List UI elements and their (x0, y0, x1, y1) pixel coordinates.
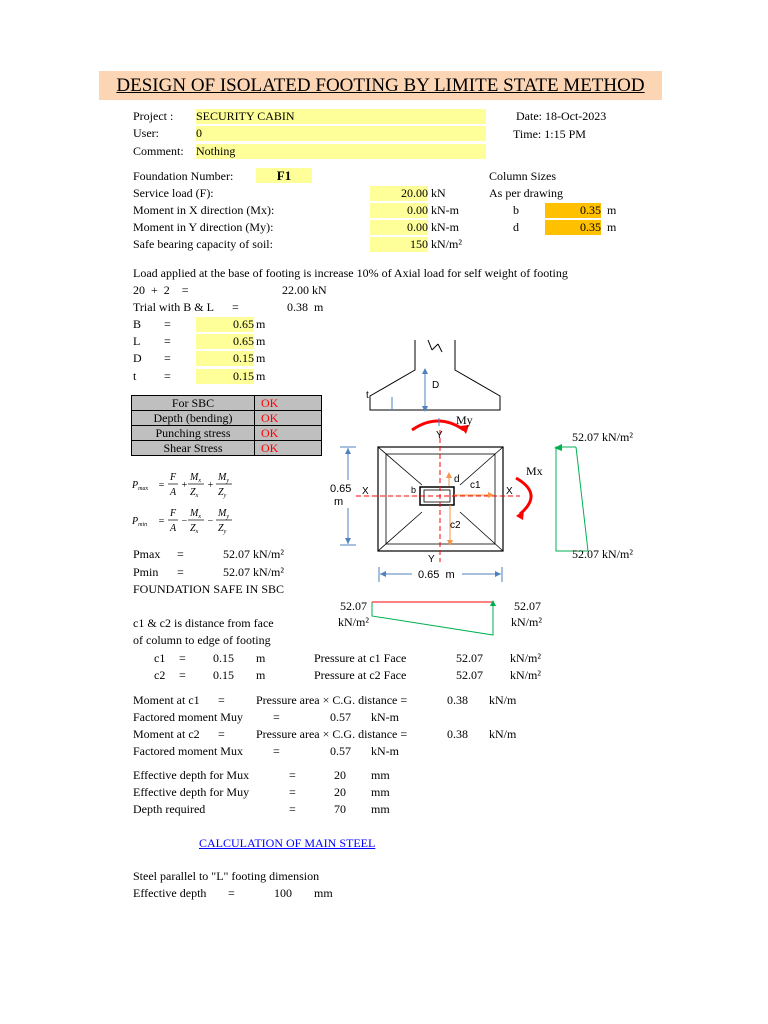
pmin-eq: = (177, 565, 184, 579)
sbc-unit: kN/m² (431, 237, 462, 251)
bottom-right-pressure-unit: kN/m² (511, 615, 542, 629)
svg-text:Mx: $M_x$ (190, 472, 202, 484)
factored-mux-label: Factored moment Mux (133, 744, 243, 758)
moment-c1-label: Moment at c1 (133, 693, 200, 707)
label-x-left: X (362, 486, 369, 497)
check-row (132, 441, 322, 456)
svg-text:+: + (181, 480, 188, 491)
check-label: For SBC (132, 396, 255, 411)
c2-pressure-unit: kN/m² (510, 668, 541, 682)
my-value[interactable]: 0.00 (370, 220, 428, 235)
pmax-label: Pmax (133, 547, 161, 561)
dim-d-unit: m (256, 351, 266, 365)
factored-mux-value: 0.57 (330, 744, 351, 758)
c1-eq: = (179, 651, 186, 665)
right-pressure-diagram (556, 447, 588, 551)
c2-eq: = (179, 668, 186, 682)
column-d-unit: m (607, 220, 617, 234)
steel-eff-depth-eq: = (228, 886, 235, 900)
svg-text:−: − (181, 516, 188, 527)
dim-l-unit: m (256, 334, 266, 348)
label-c2: c2 (450, 520, 461, 531)
c2-pressure-label: Pressure at c2 Face (314, 668, 407, 682)
check-row (132, 426, 322, 441)
eff-depth-muy-unit: mm (371, 785, 390, 799)
dim-l-label: L (133, 334, 141, 348)
side-dim-value: 0.65 (330, 483, 352, 495)
dim-t-unit: m (256, 369, 266, 383)
moment-c2-value: 0.38 (447, 727, 468, 741)
moment-c1-unit: kN/m (489, 693, 517, 707)
svg-text:A: A (170, 523, 177, 534)
label-D: D (432, 380, 440, 391)
comment-label: Comment: (133, 144, 184, 158)
label-y-bottom: Y (428, 554, 435, 565)
svg-text:Zy: $Z_y$ (218, 487, 227, 499)
eff-depth-muy-value: 20 (334, 785, 346, 799)
moment-c1-desc: Pressure area × C.G. distance = (256, 693, 408, 707)
comment-value[interactable]: Nothing (196, 144, 486, 159)
bottom-left-pressure-unit: kN/m² (338, 615, 369, 629)
svg-text:−: − (207, 516, 214, 527)
dim-d-eq: = (164, 351, 171, 365)
svg-text:A: A (170, 487, 177, 498)
svg-text:=: = (158, 480, 165, 491)
dim-l-value[interactable]: 0.65 (196, 334, 254, 349)
pmin-value: 52.07 kN/m² (223, 565, 284, 579)
dim-b-eq: = (164, 317, 171, 331)
depth-required-value: 70 (334, 802, 346, 816)
c1-label: c1 (154, 651, 166, 665)
time-text: Time: 1:15 PM (513, 127, 586, 141)
moment-c1-eq: = (218, 693, 225, 707)
column-b-value[interactable]: 0.35 (545, 203, 601, 218)
label-Mx: Mx (526, 464, 543, 478)
faces-note-2: of column to edge of footing (133, 633, 271, 647)
load-note: Load applied at the base of footing is increase 10% of Axial load for self weight of footing (133, 266, 568, 280)
c1-pressure-label: Pressure at c1 Face (314, 651, 407, 665)
column-sizes-heading: Column Sizes (489, 169, 557, 183)
c2-value: 0.15 (213, 668, 234, 682)
moment-c2-eq: = (218, 727, 225, 741)
c1-unit: m (256, 651, 266, 665)
service-load-unit: kN (431, 186, 446, 200)
steel-eff-depth-label: Effective depth (133, 886, 207, 900)
steel-eff-depth-value: 100 (274, 886, 292, 900)
dim-l-eq: = (164, 334, 171, 348)
dim-b-unit: m (256, 317, 266, 331)
moment-c1-value: 0.38 (447, 693, 468, 707)
right-top-pressure: 52.07 kN/m² (572, 430, 633, 444)
side-dim-unit: m (334, 496, 344, 508)
column-d-value[interactable]: 0.35 (545, 220, 601, 235)
right-bottom-pressure: 52.07 kN/m² (572, 547, 633, 561)
pmin-label: Pmin (133, 565, 159, 579)
dim-b-value[interactable]: 0.65 (196, 317, 254, 332)
bottom-right-pressure-value: 52.07 (514, 599, 541, 613)
my-unit: kN-m (431, 220, 459, 234)
check-label: Shear Stress (132, 441, 255, 456)
project-label: Project : (133, 109, 174, 123)
factored-muy-eq: = (273, 710, 280, 724)
factored-mux-eq: = (273, 744, 280, 758)
c1-value: 0.15 (213, 651, 234, 665)
check-label: Depth (bending) (132, 411, 255, 426)
trial-value: 0.38 m (287, 300, 324, 314)
bottom-dim-value: 0.65 m (418, 569, 455, 581)
dim-d-label: D (133, 351, 142, 365)
user-label: User: (133, 126, 159, 140)
c2-pressure-value: 52.07 (456, 668, 483, 682)
steel-eff-depth-unit: mm (314, 886, 333, 900)
label-t: t (366, 390, 369, 401)
pmax-eq: = (177, 547, 184, 561)
check-status: OK (255, 441, 322, 456)
label-My: My (456, 413, 473, 427)
eff-depth-mux-value: 20 (334, 768, 346, 782)
dim-d-value[interactable]: 0.15 (196, 351, 254, 366)
dim-t-value[interactable]: 0.15 (196, 369, 254, 384)
faces-note-1: c1 & c2 is distance from face (133, 616, 274, 630)
label-d: d (454, 474, 460, 485)
service-load-label: Service load (F): (133, 186, 214, 200)
check-status: OK (255, 411, 322, 426)
column-b-unit: m (607, 203, 617, 217)
svg-text:F: F (170, 508, 177, 519)
dim-t-label: t (133, 369, 137, 383)
bottom-left-pressure-value: 52.07 (340, 599, 367, 613)
eff-depth-muy-eq: = (289, 785, 296, 799)
check-status: OK (255, 426, 322, 441)
factored-muy-unit: kN-m (371, 710, 399, 724)
depth-required-unit: mm (371, 802, 390, 816)
check-row (132, 396, 322, 411)
footing-elevation (370, 340, 500, 410)
factored-muy-label: Factored moment Muy (133, 710, 243, 724)
column-b-label: b (513, 203, 519, 217)
svg-text:=: = (158, 516, 165, 527)
eff-depth-mux-eq: = (289, 768, 296, 782)
svg-text:My: $M_y$ (218, 508, 230, 520)
steel-parallel-text: Steel parallel to "L" footing dimension (133, 869, 320, 883)
project-value[interactable]: SECURITY CABIN (196, 109, 486, 124)
foundation-value[interactable]: F1 (256, 168, 312, 183)
pmax-value: 52.07 kN/m² (223, 547, 284, 561)
svg-text:Zy: $Z_y$ (218, 523, 227, 535)
mx-value[interactable]: 0.00 (370, 203, 428, 218)
c2-unit: m (256, 668, 266, 682)
svg-text:Zx: $Z_x$ (190, 523, 199, 535)
label-c1: c1 (470, 480, 481, 491)
moment-c2-unit: kN/m (489, 727, 517, 741)
load-expr: 20 + 2 = (133, 283, 189, 297)
main-steel-link[interactable]: CALCULATION OF MAIN STEEL (199, 836, 376, 850)
user-value[interactable]: 0 (196, 126, 486, 141)
label-y-top: Y (436, 430, 443, 441)
svg-text:F: F (170, 472, 177, 483)
check-label: Punching stress (132, 426, 255, 441)
page-title: DESIGN OF ISOLATED FOOTING BY LIMITE STATE METHOD (99, 71, 662, 100)
mx-label: Moment in X direction (Mx): (133, 203, 275, 217)
column-d-label: d (513, 220, 519, 234)
c1-pressure-value: 52.07 (456, 651, 483, 665)
svg-text:Zx: $Z_x$ (190, 487, 199, 499)
dim-t-eq: = (164, 369, 171, 383)
footing-diagram (320, 330, 650, 640)
c1-pressure-unit: kN/m² (510, 651, 541, 665)
dim-b-label: B (133, 317, 142, 331)
pmin-symbol: $P_{min}$ (132, 516, 148, 528)
sbc-value[interactable]: 150 (370, 237, 428, 252)
eff-depth-mux-label: Effective depth for Mux (133, 768, 250, 782)
label-x-right: X (506, 486, 513, 497)
pressure-formulas (128, 466, 258, 541)
foundation-label: Foundation Number: (133, 169, 234, 183)
eff-depth-mux-unit: mm (371, 768, 390, 782)
load-expr-value: 22.00 kN (282, 283, 327, 297)
sbc-label: Safe bearing capacity of soil: (133, 237, 273, 251)
checks-table (131, 395, 322, 456)
eff-depth-muy-label: Effective depth for Muy (133, 785, 250, 799)
column-sizes-sub: As per drawing (489, 186, 563, 200)
moment-c2-label: Moment at c2 (133, 727, 200, 741)
depth-required-label: Depth required (133, 802, 206, 816)
check-row (132, 411, 322, 426)
bottom-pressure-diagram (372, 602, 493, 635)
label-b: b (411, 485, 417, 495)
svg-text:+: + (207, 480, 214, 491)
svg-text:Mx: $M_x$ (190, 508, 202, 520)
date-text: Date: 18-Oct-2023 (516, 109, 607, 123)
check-status: OK (255, 396, 322, 411)
my-label: Moment in Y direction (My): (133, 220, 274, 234)
svg-text:My: $M_y$ (218, 472, 230, 484)
service-load-value[interactable]: 20.00 (370, 186, 428, 201)
depth-required-eq: = (289, 802, 296, 816)
mx-unit: kN-m (431, 203, 459, 217)
moment-c2-desc: Pressure area × C.G. distance = (256, 727, 408, 741)
pmax-symbol: $P_{max}$ (132, 480, 149, 492)
foundation-safe-text: FOUNDATION SAFE IN SBC (133, 582, 285, 596)
factored-muy-value: 0.57 (330, 710, 351, 724)
trial-label: Trial with B & L (133, 300, 214, 314)
trial-eq: = (232, 300, 239, 314)
c2-label: c2 (154, 668, 166, 682)
factored-mux-unit: kN-m (371, 744, 399, 758)
